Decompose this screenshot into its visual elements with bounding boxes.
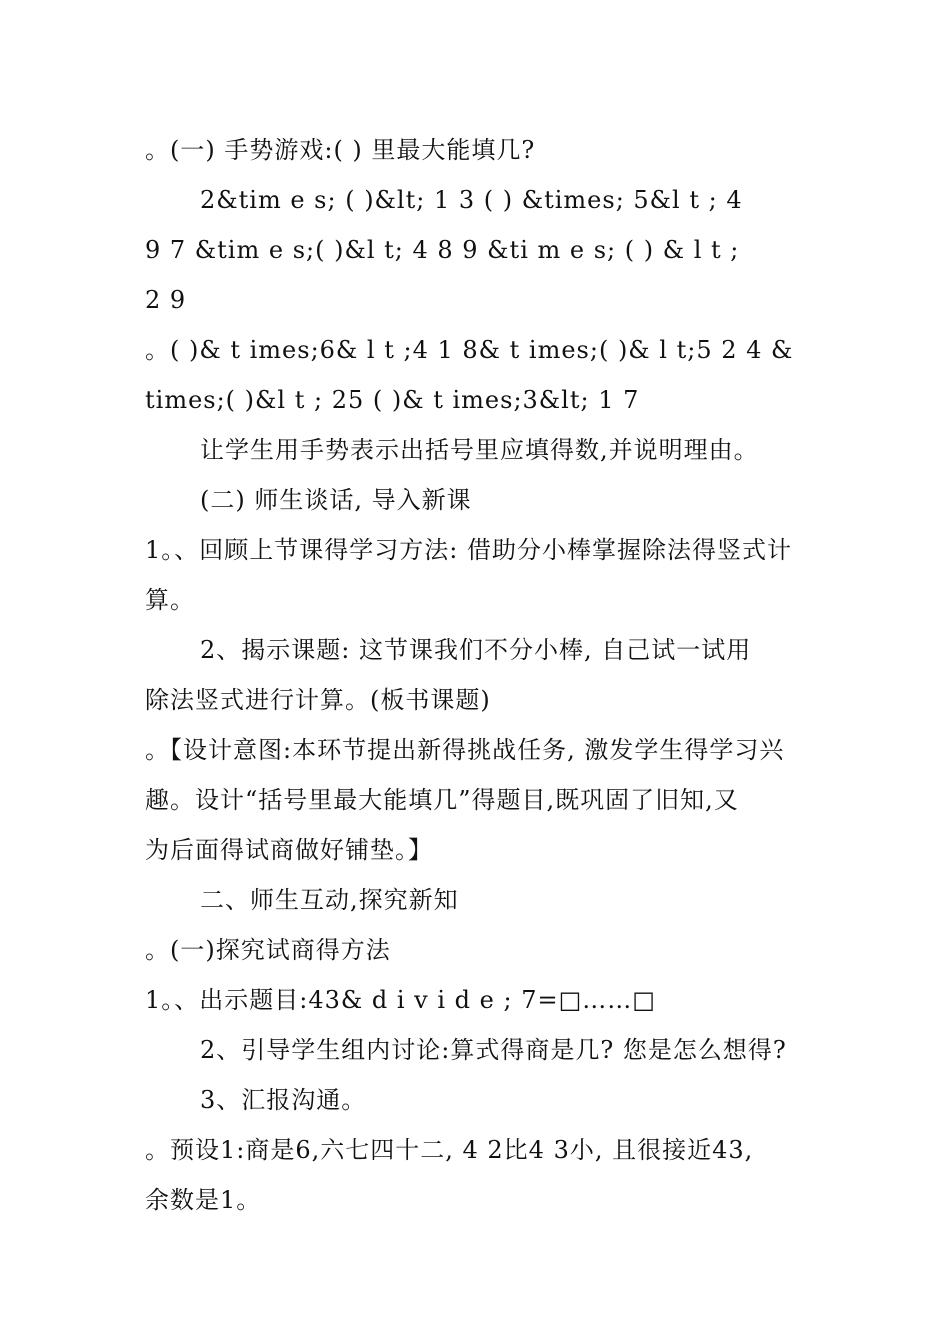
design-intent-line-1: 。【设计意图:本环节提出新得挑战任务, 激发学生得学习兴 <box>145 736 785 764</box>
text-line-11: 2、揭示课题: 这节课我们不分小棒, 自己试一试用 <box>200 636 752 664</box>
text-line-12: 除法竖式进行计算。(板书课题) <box>145 686 491 714</box>
text-line-19: 2、引导学生组内讨论:算式得商是几? 您是怎么想得? <box>200 1036 787 1064</box>
text-line-21: 。预设1:商是6,六七四十二, 4 2比4 3小, 且很接近43, <box>145 1136 754 1164</box>
text-line-6: times;( )&l t ; 25 ( )& t imes;3&lt; 1 7 <box>145 386 640 414</box>
text-line-20: 3、汇报沟通。 <box>200 1086 367 1114</box>
text-line-18: 1。、出示题目:43& d i v i d e ; 7=□……□ <box>145 986 656 1014</box>
text-line-2: 2&tim e s; ( )&lt; 1 3 ( ) &times; 5&l t ; 4 <box>200 186 743 214</box>
text-line-1: 。(一) 手势游戏:( ) 里最大能填几? <box>145 136 536 164</box>
text-line-4: 2 9 <box>145 286 187 314</box>
text-line-9: 1。、回顾上节课得学习方法: 借助分小棒掌握除法得竖式计 <box>145 536 792 564</box>
text-line-10: 算。 <box>145 586 195 614</box>
text-line-22: 余数是1。 <box>145 1186 262 1214</box>
design-intent-line-2: 趣。设计“括号里最大能填几”得题目,既巩固了旧知,又 <box>145 786 739 814</box>
section-heading-2: (二) 师生谈话, 导入新课 <box>200 486 472 514</box>
section-heading-3: 二、师生互动,探究新知 <box>200 886 459 914</box>
text-line-7: 让学生用手势表示出括号里应填得数,并说明理由。 <box>200 436 759 464</box>
text-line-5: 。( )& t imes;6& l t ;4 1 8& t imes;( )& l t;5 2 4 & <box>145 336 794 364</box>
text-line-3: 9 7 &tim e s;( )&l t; 4 8 9 &ti m e s; ( ) & l t ; <box>145 236 740 264</box>
design-intent-line-3: 为后面得试商做好铺垫。】 <box>145 836 433 864</box>
subsection-heading: 。(一)探究试商得方法 <box>145 936 391 964</box>
